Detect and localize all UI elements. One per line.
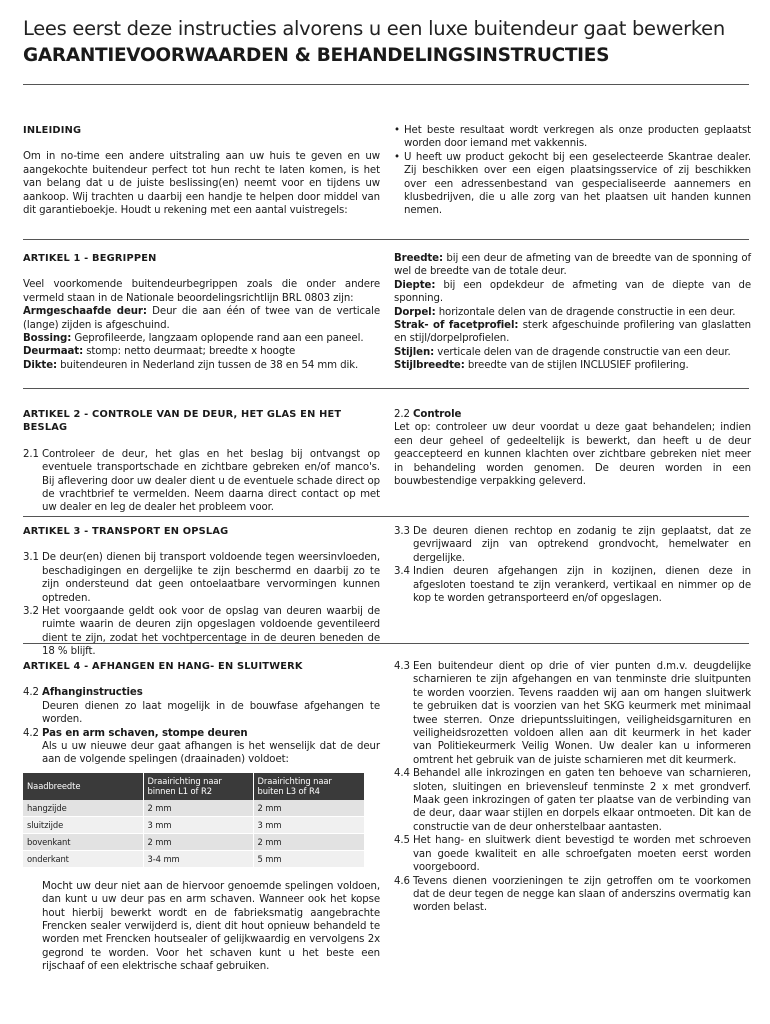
bullet-icon: • xyxy=(394,151,400,163)
table-cell: 3 mm xyxy=(143,816,253,833)
table-row xyxy=(23,850,364,867)
numbered-item-title: 2.2 Controle xyxy=(394,409,462,420)
paragraph: Deuren dienen zo laat mogelijk in de bouwfase afgehangen te worden. xyxy=(42,700,380,726)
table-cell: hangzijde xyxy=(23,800,143,817)
section-divider xyxy=(23,239,749,240)
section-heading: ARTIKEL 2 - CONTROLE VAN DE DEUR, HET GLAS EN HET BESLAG xyxy=(23,409,342,434)
term-definition: Deurmaat: stomp: netto deurmaat; breedte x hoogte xyxy=(23,346,296,358)
header-rule xyxy=(23,84,749,85)
table-row xyxy=(23,816,364,833)
bullet-icon: • xyxy=(394,125,400,136)
numbered-item: 4.4 Behandel alle inkrozingen en gaten ten behoeve van scharnieren, sloten, sluitingen en brievensleuf tenminste 2 x met grondverf. Maak geen inkrozingen of gaten ter plaatse van de verbinding van de deur, daar waar stijlen en dorpels elkaar ontmoeten. Dit kan de constructie van de deur onherstelbaar aantasten. xyxy=(394,768,751,833)
numbered-item: 3.3 De deuren dienen rechtop en zodanig te zijn geplaatst, dat ze gevrijwaard zijn van optrekend grondvocht, hemelwater en dergelijke. xyxy=(394,526,751,564)
paragraph: Mocht uw deur niet aan de hiervoor genoemde spelingen voldoen, dan kunt u uw deur pas en arm schaven. Wanneer ook het kopse hout hierbij bewerkt wordt en de fabrieksmatig aangebrachte Frencken sealer verwijderd is, dient dit hout opnieuw behandeld te worden met Frencken houtsealer of gelijkwaardig en vervolgens 2x gegrond te worden. Voor het schaven kunt u het beste een rijschaaf of een elektrische schaaf gebruiken. xyxy=(42,880,380,973)
term-definition: Diepte: bij een opdekdeur de afmeting van de diepte van de sponning. xyxy=(394,279,752,305)
list-item: • Het beste resultaat wordt verkregen als onze producten geplaatst worden door iemand met vakkennis. xyxy=(394,125,751,150)
term-definition: Armgeschaafde deur: Deur die aan één of twee van de verticale (lange) zijden is afgeschuind. xyxy=(23,306,380,331)
section-divider xyxy=(23,516,749,517)
table-cell: 3-4 mm xyxy=(143,850,253,867)
document-title: Lees eerst deze instructies alvorens u een luxe buitendeur gaat bewerken xyxy=(23,17,725,40)
table-cell: onderkant xyxy=(23,850,143,867)
numbered-item: 4.6 Tevens dienen voorzieningen te zijn getroffen om te voorkomen dat de deur tegen de negge kan slaan of anderszins overmatig kan worden belast. xyxy=(394,875,751,914)
section-heading: INLEIDING xyxy=(23,125,82,136)
numbered-item: 3.4 Indien deuren afgehangen zijn in kozijnen, dienen deze in afgesloten toestand te zijn verankerd, vertikaal en nimmer op de kop te worden getransporteerd en/of opgeslagen. xyxy=(394,566,751,605)
numbered-item: 4.3 Een buitendeur dient op drie of vier punten d.m.v. deugdelijke scharnieren te zijn afgehangen en van tenminste drie sluitpunten te worden voorzien. Tevens raadden wij aan om hangen sluitwerk te gebruiken dat is voorzien van het SKG keurmerk met minimaal twee sterren. Onze driepuntssluitingen, veiligheidsgarnituren en veiligheidsrozetten voldoen allen aan dit keurmerk in het kader van Politiekeurmerk Veilig Wonen. Uw dealer kan u informeren omtrent het gebruik van de juiste scharnieren met dit keurmerk. xyxy=(394,661,751,766)
table-row xyxy=(23,800,364,817)
numbered-item: 4.5 Het hang- en sluitwerk dient bevestigd te worden met schroeven van goede kwaliteit en alle schroefgaten moeten eerst worden voorgeboord. xyxy=(394,835,751,874)
section-heading: ARTIKEL 1 - BEGRIPPEN xyxy=(23,253,157,264)
numbered-item: 2.1 Controleer de deur, het glas en het beslag bij ontvangst op eventuele transportschade en zichtbare gebreken en/of manco's. Bij aflevering door uw dealer dient u de eventuele schade direct op de vrachtbrief te vermelden. Neem daarna direct contact op met uw dealer en leg de dealer het probleem voor. xyxy=(23,448,380,514)
table-cell: 2 mm xyxy=(143,800,253,817)
term-definition: Dorpel: horizontale delen van de dragende constructie in een deur. xyxy=(394,306,736,318)
column-header: Draairichting naar binnen L1 of R2 xyxy=(143,773,253,800)
paragraph: Om in no-time een andere uitstraling aan uw huis te geven en uw aangekochte buitendeur perfect tot hun recht te laten komen, is het van belang dat u de juiste beslissing(en) neemt voor en tijdens uw aankoop. Wij trachten u daarbij een handje te helpen door middel van dit garantieboekje. Houdt u rekening met een aantal vuistregels: xyxy=(23,151,380,217)
table-cell: 5 mm xyxy=(253,850,364,867)
table-cell: 2 mm xyxy=(253,833,364,850)
paragraph: Als u uw nieuwe deur gaat afhangen is het wenselijk dat de deur aan de volgende spelingen (draainaden) voldoet: xyxy=(42,741,380,766)
document-page xyxy=(23,16,752,973)
column-header: Naadbreedte xyxy=(23,773,143,800)
table-cell: sluitzijde xyxy=(23,816,143,833)
section-heading: ARTIKEL 4 - AFHANGEN EN HANG- EN SLUITWERK xyxy=(23,661,303,672)
paragraph: Veel voorkomende buitendeurbegrippen zoals die onder andere vermeld staan in de Nationale beoordelingsrichtlijn BRL 0803 zijn: xyxy=(23,279,380,304)
numbered-item: 3.2 Het voorgaande geldt ook voor de opslag van deuren waarbij de ruimte waarin de deuren zijn opgeslagen voldoende geventileerd dient te zijn, zodat het vochtpercentage in de deuren beneden de 18 % blijft. xyxy=(23,606,380,658)
table-header-row xyxy=(23,773,364,800)
numbered-item: 3.1 De deur(en) dienen bij transport voldoende tegen weersinvloeden, beschadigingen en dergelijke te zijn beschermd en daarbij zo te zijn ondersteund dat geen ontoelaatbare vervormingen kunnen optreden. xyxy=(23,552,380,604)
term-definition: Bossing: Geprofileerde, langzaam oplopende rand aan een paneel. xyxy=(23,333,364,345)
table-cell: 2 mm xyxy=(253,800,364,817)
term-definition: Stijlen: verticale delen van de dragende constructie van een deur. xyxy=(394,346,731,358)
column-header: Draairichting naar buiten L3 of R4 xyxy=(253,773,364,800)
table-row xyxy=(23,833,364,850)
table-cell: 2 mm xyxy=(143,833,253,850)
numbered-item-title: 4.2 Afhanginstructies xyxy=(23,687,143,699)
paragraph: Let op: controleer uw deur voordat u deze gaat behandelen; indien een deur geheel of gedeeltelijk is bewerkt, dan heeft u de deur geaccepteerd en kunnen klachten over zichtbare gebreken niet meer in behandeling worden genomen. De deuren worden in een bouwbestendige verpakking geleverd. xyxy=(394,422,751,488)
term-definition: Strak- of facetprofiel: sterk afgeschuinde profilering van glaslatten en stijl/dorpelprofielen. xyxy=(394,320,751,345)
section-divider xyxy=(23,388,749,389)
section-divider xyxy=(23,643,749,644)
numbered-item-title: 4.2 Pas en arm schaven, stompe deuren xyxy=(23,727,248,739)
table-cell: 3 mm xyxy=(253,816,364,833)
list-item: • U heeft uw product gekocht bij een geselecteerde Skantrae dealer. Zij beschikken over een eigen plaatsingsservice of zij beschikken over een adressenbestand van gespecialiseerde aannemers en klusbedrijven, die u alle zorg van het plaatsen uit handen kunnen nemen. xyxy=(394,151,751,217)
term-definition: Dikte: buitendeuren in Nederland zijn tussen de 38 en 54 mm dik. xyxy=(23,359,359,371)
term-definition: Stijlbreedte: breedte van de stijlen INCLUSIEF profilering. xyxy=(394,360,689,372)
document-subtitle: GARANTIEVOORWAARDEN & BEHANDELINGSINSTRUCTIES xyxy=(23,45,610,66)
section-heading: ARTIKEL 3 - TRANSPORT EN OPSLAG xyxy=(23,526,229,537)
spelingen-table xyxy=(23,773,364,868)
table-cell: bovenkant xyxy=(23,833,143,850)
term-definition: Breedte: bij een deur de afmeting van de breedte van de sponning of wel de breedte van de totale deur. xyxy=(394,253,751,278)
